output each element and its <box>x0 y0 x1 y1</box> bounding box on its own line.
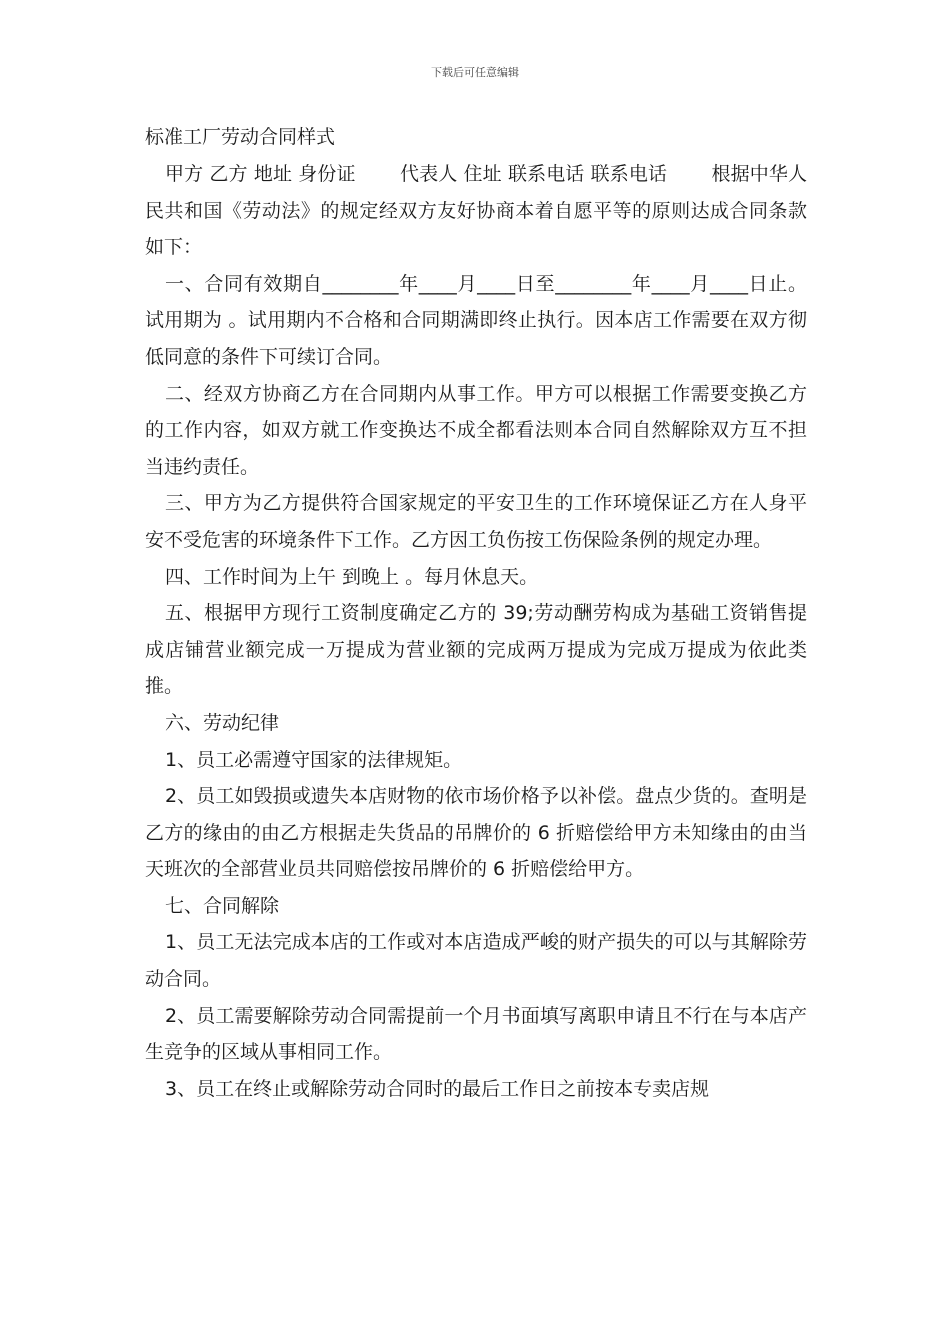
page-header: 下载后可任意编辑 <box>431 66 519 79</box>
paragraph-safety: 三、甲方为乙方提供符合国家规定的平安卫生的工作环境保证乙方在人身平安不受危害的环境条件下工作。乙方因工负伤按工伤保险条例的规定办理。 <box>145 492 807 551</box>
paragraph-salary: 五、根据甲方现行工资制度确定乙方的 39;劳动酬劳构成为基础工资销售提成店铺营业额完成一万提成为营业额的完成两万提成为完成万提成为依此类推。 <box>145 602 807 698</box>
list-item: 1、员工必需遵守国家的法律规矩。 <box>165 748 463 771</box>
paragraph-job: 二、经双方协商乙方在合同期内从事工作。甲方可以根据工作需要变换乙方的工作内容，如双方就工作变换达不成全都看法则本合同自然解除双方互不担当违约责任。 <box>145 382 807 478</box>
document-body <box>145 118 807 1107</box>
paragraph-term: 一、合同有效期自________年____月____日至________年____月____日止。试用期为 。试用期内不合格和合同期满即终止执行。因本店工作需要在双方彻低同意的条件下可续订合同。 <box>145 272 807 368</box>
list-item: 1、员工无法完成本店的工作或对本店造成严峻的财产损失的可以与其解除劳动合同。 <box>145 931 807 991</box>
paragraph-parties: 甲方 乙方 地址 身份证 代表人 住址 联系电话 联系电话 根据中华人民共和国《劳动法》的规定经双方友好协商本着自愿平等的原则达成合同条款如下： <box>145 163 807 259</box>
paragraph-hours: 四、工作时间为上午 到晚上 。每月休息天。 <box>165 565 539 588</box>
document-title: 标准工厂劳动合同样式 <box>145 126 336 148</box>
list-item: 3、员工在终止或解除劳动合同时的最后工作日之前按本专卖店规 <box>165 1077 710 1100</box>
list-item: 2、员工需要解除劳动合同需提前一个月书面填写离职申请且不行在与本店产生竞争的区域从事相同工作。 <box>145 1004 807 1064</box>
section-termination: 七、合同解除 <box>165 894 280 917</box>
section-discipline: 六、劳动纪律 <box>165 711 280 734</box>
list-item: 2、员工如毁损或遗失本店财物的依市场价格予以补偿。盘点少货的。查明是乙方的缘由的由乙方根据走失货品的吊牌价的 6 折赔偿给甲方未知缘由的由当天班次的全部营业员共同赔偿按吊牌价的 6 折赔偿给甲方。 <box>145 785 807 881</box>
